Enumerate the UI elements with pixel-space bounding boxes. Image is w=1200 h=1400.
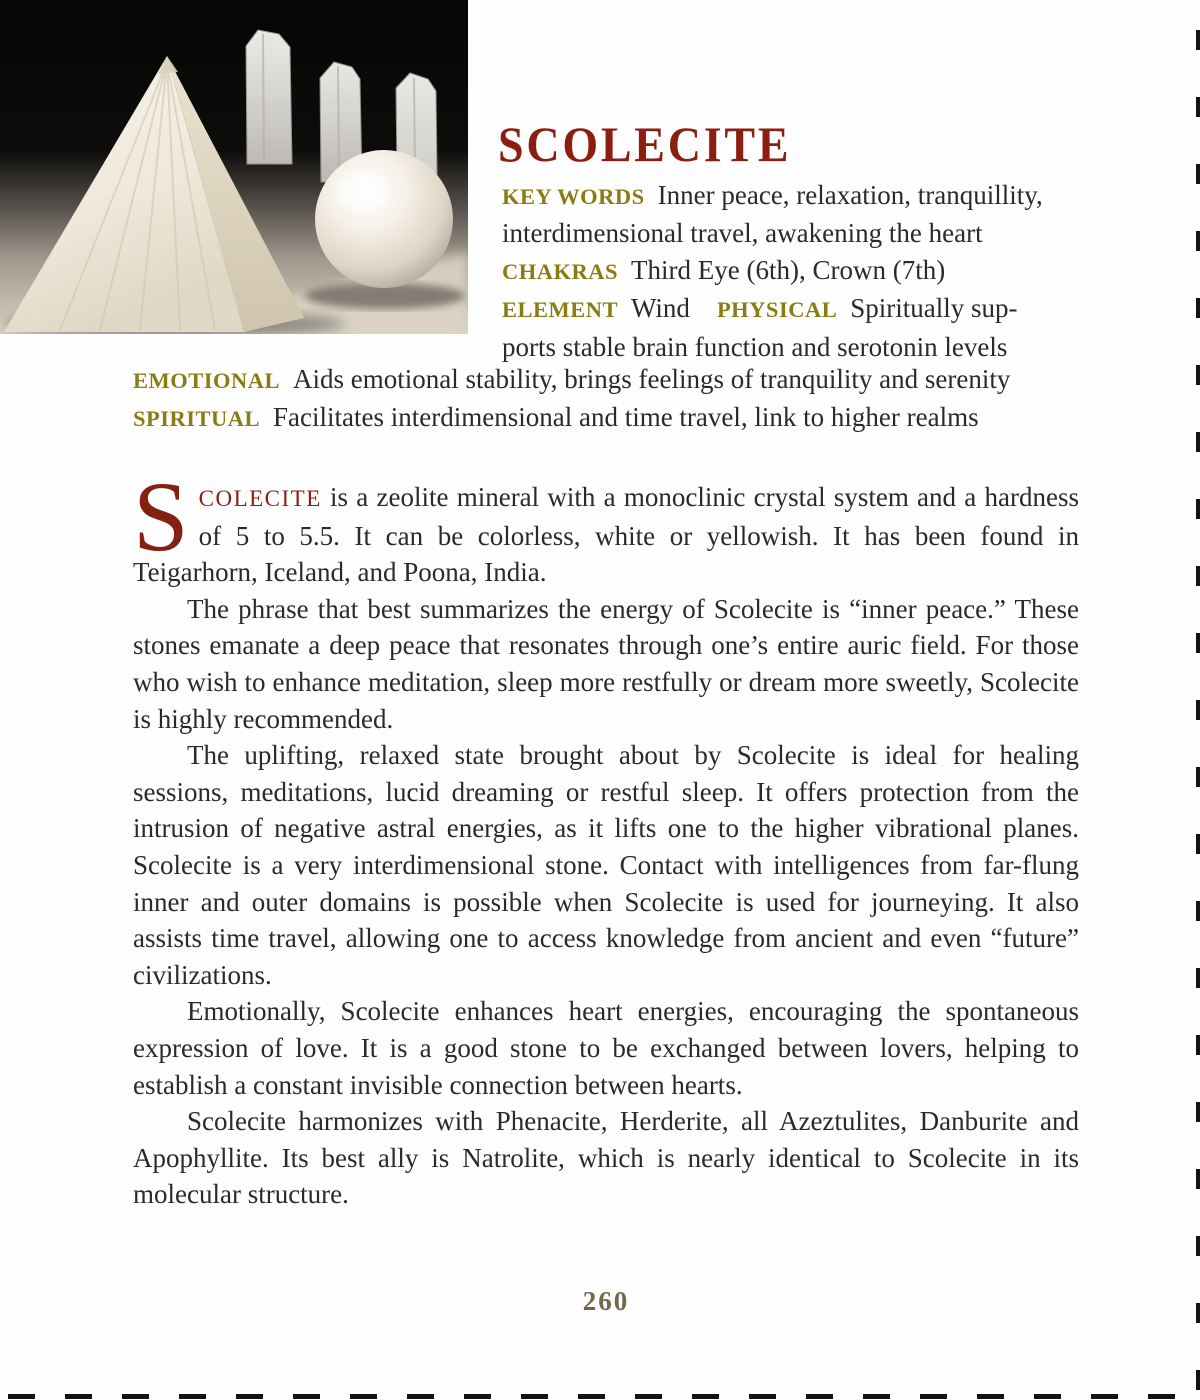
body-paragraph: The uplifting, relaxed state brought about by Scolecite is ideal for healing sessions, meditations, lucid dreaming or restful sleep. It offers protection from the intrusion of negative astral energies, as it lifts one to the higher vibrational planes. Scolecite is a very interdimensional stone. Contact with intelligences from far-flung inner and outer domains is possible when Scolecite is used for journeying. It also assists time travel, allowing one to access knowledge from ancient and even “future” civilizations. (133, 740, 1079, 990)
attribute-value: Aids emotional stability, brings feelings of tranquility and serenity (293, 364, 1011, 394)
body-paragraph: Emotionally, Scolecite enhances heart energies, encouraging the spontaneous expression of love. It is a good stone to be exchanged between lovers, helping to establish a constant invisible connection between hearts. (133, 996, 1079, 1100)
page-edge-ticks-bottom (8, 1394, 1200, 1399)
attribute-value: Facilitates interdimensional and time travel, link to higher realms (273, 402, 979, 433)
attribute-value: ports stable brain function and serotonin levels (502, 331, 1008, 362)
page-number: 260 (582, 1286, 630, 1316)
info-line (133, 399, 1083, 437)
attribute-value: Third Eye (6th), Crown (7th) (631, 254, 946, 285)
attribute-value: Spiritually sup- (850, 293, 1018, 324)
attribute-value: Wind (631, 293, 690, 324)
info-line (502, 290, 1082, 328)
dropcap-letter: S (133, 461, 189, 572)
attribute-label: ELEMENT (502, 297, 619, 323)
body-paragraph: The phrase that best summarizes the energy of Scolecite is “inner peace.” These stones emanate a deep peace that resonates through one’s entire auric field. For those who wish to enhance meditation, sleep more restfully or dream more sweetly, Scolecite is highly recommended. (133, 593, 1079, 734)
info-line (502, 177, 1082, 215)
info-line (502, 329, 1082, 365)
body-paragraph: Scolecite harmonizes with Phenacite, Herderite, all Azeztulites, Danburite and Apophyllite. Its best ally is Natrolite, which is nearly identical to Scolecite in its molecular structure. (133, 1106, 1079, 1210)
attribute-value: Inner peace, relaxation, tranquillity, (657, 180, 1043, 210)
info-line (133, 361, 1083, 399)
page-title: SCOLECITE (498, 115, 792, 172)
attribute-label: KEY WORDS (502, 184, 645, 209)
attribute-label: CHAKRAS (502, 258, 619, 284)
lead-paragraph (133, 461, 1079, 591)
attribute-label: PHYSICAL (716, 297, 838, 323)
info-full (133, 361, 1083, 438)
attribute-label: EMOTIONAL (133, 368, 281, 393)
scolecite-photo-art (0, 0, 468, 334)
lead-text: is a zeolite mineral with a monoclinic crystal system and a hardness of 5 to 5.5. It can be colorless, white or yellowish. It has been found in Teigarhorn, Iceland, and Poona, India. (133, 482, 1079, 588)
info-line (502, 252, 1082, 290)
page-edge-ticks-right (1196, 30, 1200, 1392)
info-right (502, 177, 1082, 365)
body-text (133, 461, 1079, 1213)
attribute-label: SPIRITUAL (133, 406, 261, 432)
attribute-value: interdimensional travel, awakening the heart (502, 218, 983, 249)
lead-smallcaps: COLECITE (198, 486, 322, 511)
scolecite-photo (0, 0, 468, 334)
info-line (502, 215, 1082, 251)
